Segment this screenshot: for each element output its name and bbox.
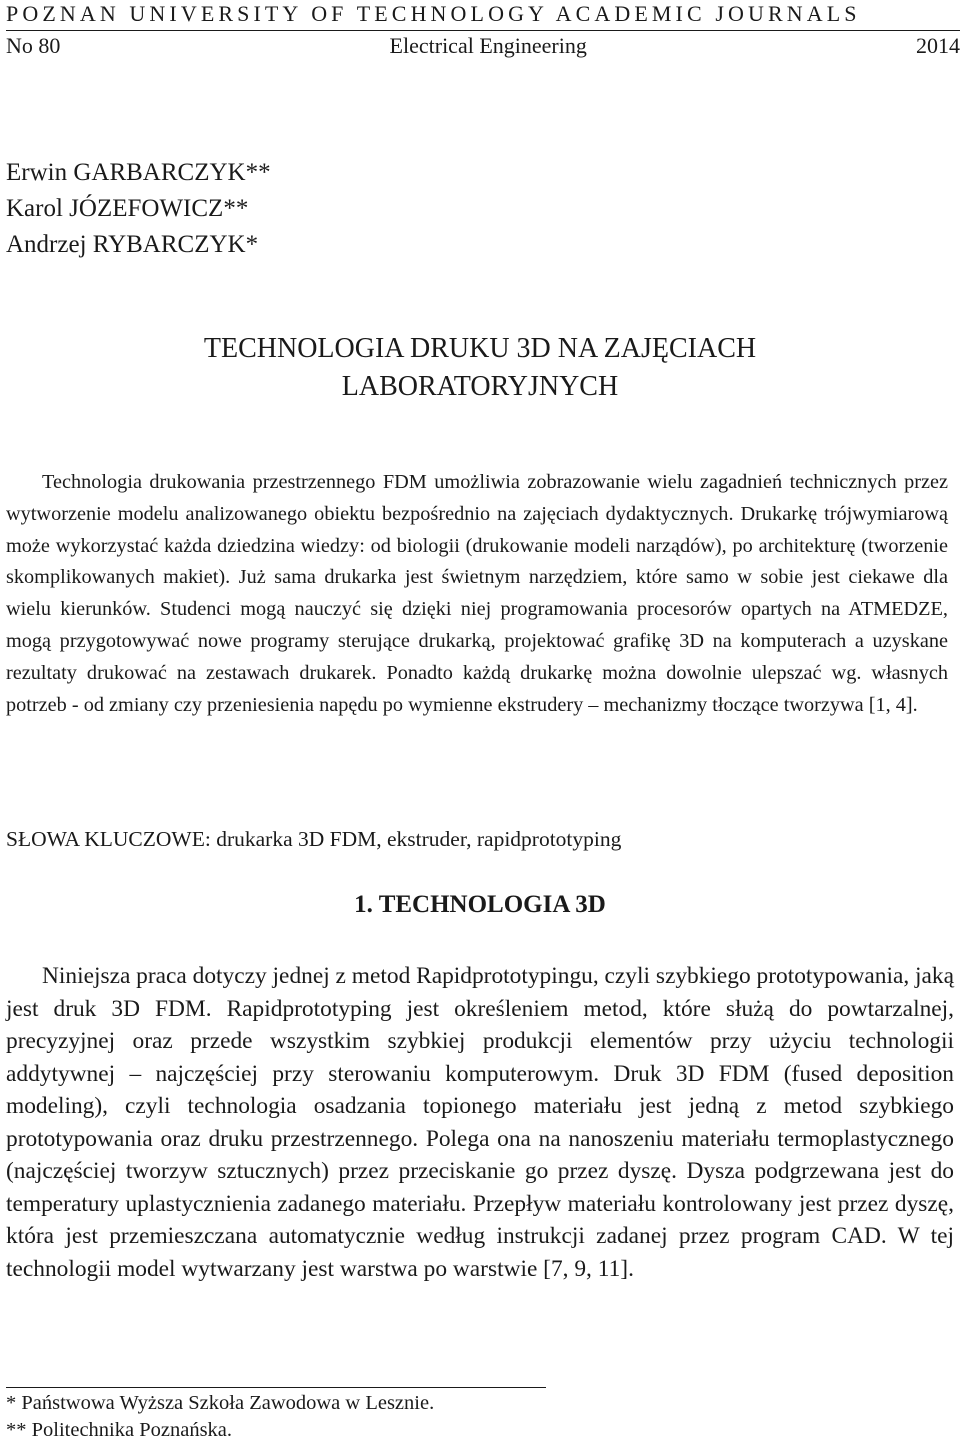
issue-number: No 80 — [6, 33, 61, 58]
footnote: ** Politechnika Poznańska. — [6, 1419, 233, 1441]
author-name: Erwin GARBARCZYK** — [6, 159, 271, 186]
paper-title-line: LABORATORYJNYCH — [341, 371, 619, 402]
section-paragraph: Niniejsza praca dotyczy jednej z metod Rapidprototypingu, czyli szybkiego prototypowania, jaką jest druk 3D FDM. Rapidprototyping jest określeniem metod, które służą do powtarzalnej, precyzyjnej oraz przede wszystkim szybkiej produkcji elementów przy użyciu technologii addytywnej – najczęściej przy sterowaniu komputerowym. Druk 3D FDM (fused deposition modeling), czyli technologia osadzania topionego materiału jest jedną z metod szybkiego prototypowania oraz druku przestrzennego. Polega ona na nanoszeniu materiału termoplastycznego (najczęściej tworzyw sztucznych) przez przeciskanie go przez dyszę. Dysza podgrzewana jest do temperatury uplastycznienia zadanego materiału. Przepływ materiału kontrolowany jest przez dyszę, która jest przemieszczana automatycznie według instrukcji zadanej przez program CAD. W tej technologii model wytwarzany jest warstwa po warstwie [7, 9, 11]. — [6, 963, 954, 1282]
issue-year: 2014 — [916, 33, 960, 58]
abstract-text: Technologia drukowania przestrzennego FDM umożliwia zobrazowanie wielu zagadnień technicznych przez wytworzenie modelu analizowanego obiektu bezpośrednio na zajęciach dydaktycznych. Drukarkę trójwymiarową może wykorzystać każda dziedzina wiedzy: od biologii (drukowanie modeli narządów), po architekturę (tworzenie skomplikowanych makiet). Już sama drukarka jest świetnym narzędziem, które samo w sobie jest ciekawe dla wielu kierunków. Studenci mogą nauczyć się dzięki niej programowania procesorów opartych na ATMEDZE, mogą przygotowywać nowe programy sterujące drukarką, projektować grafikę 3D na komputerach a uzyskane rezultaty drukować na zestawach drukarek. Ponadto każdą drukarkę można dowolnie ulepszać wg. własnych potrzeb - od zmiany czy przeniesienia napędu po wymienne ekstrudery – mechanizmy tłoczące tworzywa [1, 4]. — [6, 471, 948, 716]
author-name: Andrzej RYBARCZYK* — [6, 231, 259, 258]
footnote: * Państwowa Wyższa Szkoła Zawodowa w Lesznie. — [6, 1392, 435, 1414]
section-body — [6, 960, 954, 1285]
journal-field: Electrical Engineering — [389, 33, 587, 58]
keywords: SŁOWA KLUCZOWE: drukarka 3D FDM, ekstruder, rapidprototyping — [6, 827, 622, 851]
author-list — [6, 155, 271, 263]
paper-title-line: TECHNOLOGIA DRUKU 3D NA ZAJĘCIACH — [203, 333, 757, 364]
footnotes — [6, 1390, 434, 1444]
paper-title — [0, 330, 960, 406]
abstract — [6, 467, 948, 721]
footnote-rule — [6, 1387, 546, 1388]
section-heading: 1. TECHNOLOGIA 3D — [354, 891, 606, 918]
header-rule — [6, 30, 960, 31]
journal-title: POZNAN UNIVERSITY OF TECHNOLOGY ACADEMIC JOURNALS — [6, 1, 861, 26]
author-name: Karol JÓZEFOWICZ** — [6, 195, 249, 222]
journal-header-row — [6, 32, 960, 60]
